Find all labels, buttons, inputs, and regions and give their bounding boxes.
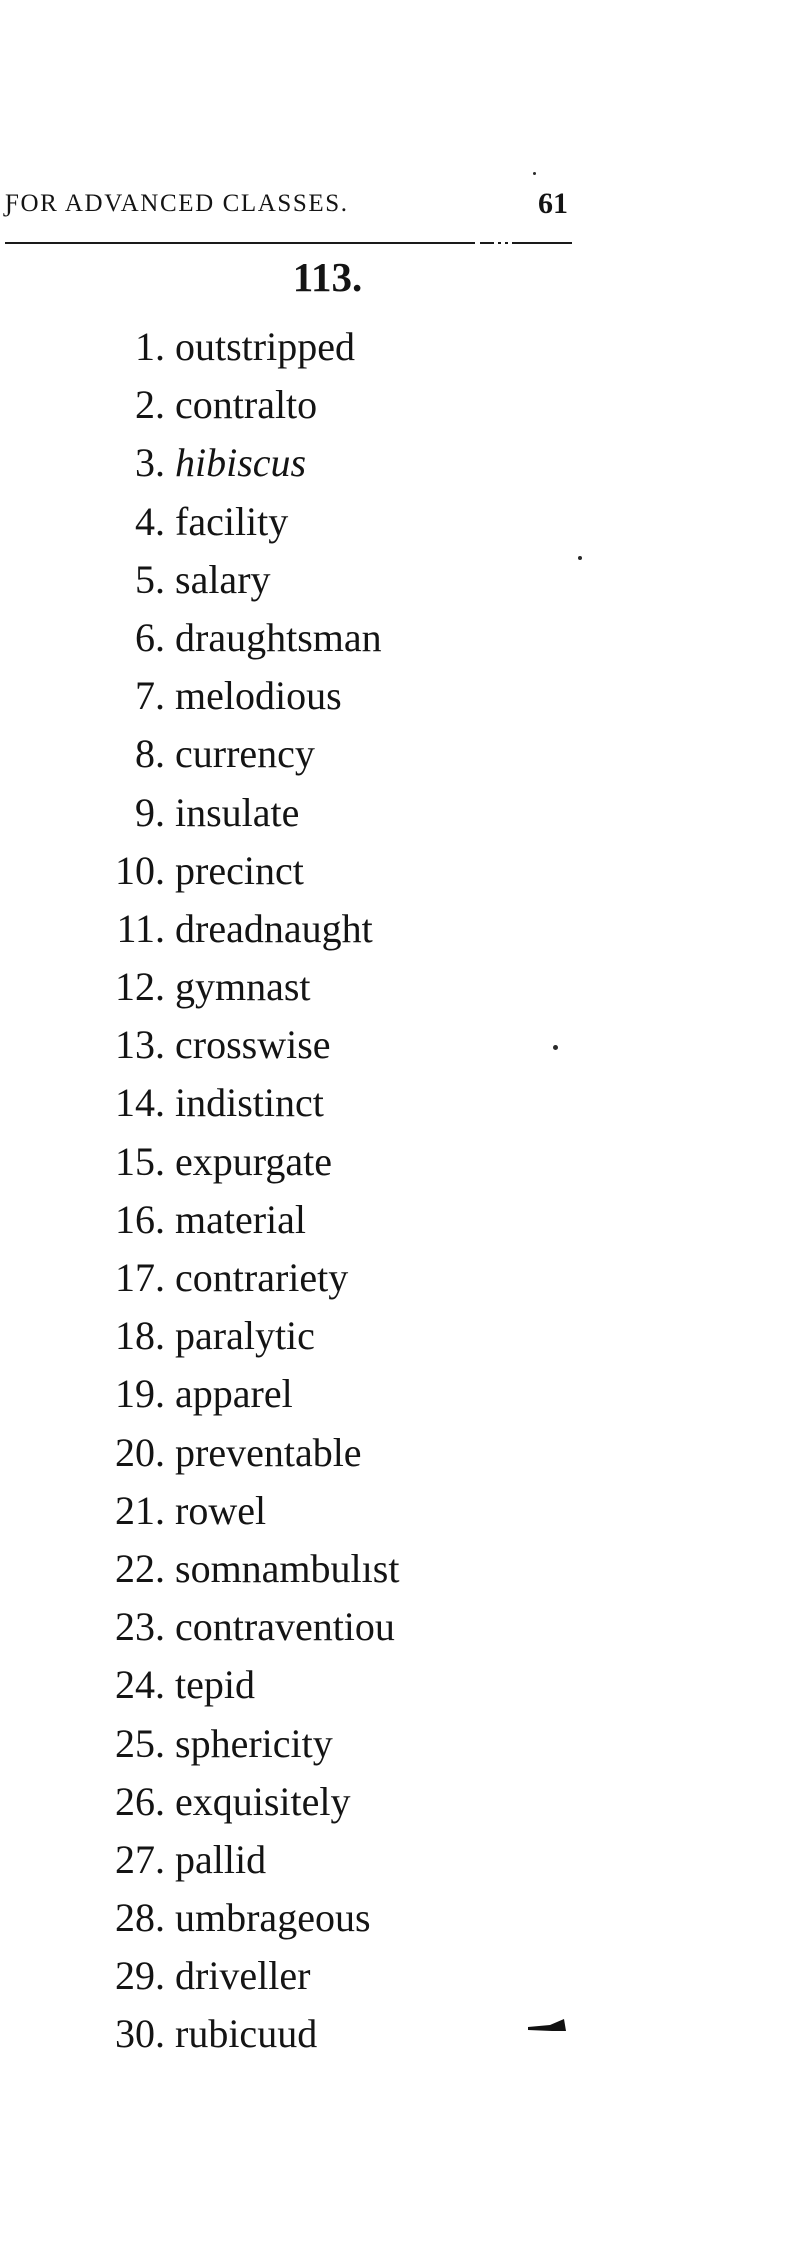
header-rule-segment — [505, 242, 508, 244]
item-word: melodious — [175, 673, 342, 719]
list-item — [0, 725, 399, 783]
list-item — [0, 1016, 399, 1074]
list-item — [0, 1598, 399, 1656]
item-number: 3. — [135, 440, 165, 486]
item-word: indistinct — [175, 1080, 324, 1126]
list-item — [0, 1074, 399, 1132]
list-item — [0, 958, 399, 1016]
item-word: dreadnaught — [175, 905, 373, 951]
item-word: apparel — [175, 1371, 293, 1417]
item-word: insulate — [175, 789, 300, 835]
header-rule — [5, 242, 475, 244]
header-rule-segment — [480, 242, 494, 244]
list-item — [0, 318, 399, 376]
list-item — [0, 1831, 399, 1889]
header-rule-segment — [498, 242, 501, 244]
item-number: 29. — [115, 1953, 165, 1999]
list-item — [0, 609, 399, 667]
list-item — [0, 1133, 399, 1191]
list-item — [0, 1947, 399, 2005]
item-number: 7. — [135, 673, 165, 719]
item-word: precinct — [175, 847, 304, 893]
list-item — [0, 667, 399, 725]
item-word: hibiscus — [175, 440, 307, 486]
header-rule-segment — [512, 242, 572, 244]
list-item — [0, 551, 399, 609]
item-word: draughtsman — [175, 614, 382, 660]
item-word: outstripped — [175, 324, 355, 369]
item-number: 6. — [135, 614, 165, 660]
ink-mark — [528, 2019, 566, 2031]
item-number: 19. — [115, 1371, 165, 1417]
item-word: rowel — [175, 1487, 267, 1533]
item-word: currency — [175, 731, 315, 777]
item-number: 12. — [115, 964, 165, 1010]
item-number: 30. — [115, 2011, 165, 2057]
item-number: 21. — [115, 1487, 165, 1533]
list-item — [0, 1307, 399, 1365]
ink-speck — [578, 556, 582, 560]
item-word: somnambulıst — [175, 1545, 400, 1591]
item-word: salary — [175, 556, 271, 602]
item-number: 15. — [115, 1138, 165, 1184]
item-number: 8. — [135, 731, 165, 777]
item-number: 18. — [115, 1313, 165, 1359]
list-item — [0, 1889, 399, 1947]
item-number: 4. — [135, 498, 165, 544]
item-number: 23. — [115, 1604, 165, 1650]
list-item — [0, 493, 399, 551]
list-item — [0, 2005, 399, 2063]
item-number: 2. — [135, 382, 165, 428]
item-word: exquisitely — [175, 1778, 351, 1824]
list-item — [0, 1773, 399, 1831]
item-number: 24. — [115, 1662, 165, 1708]
item-word: contrariety — [175, 1255, 349, 1300]
item-word: contraventiou — [175, 1604, 395, 1650]
page-number: 61 — [538, 187, 568, 220]
list-item — [0, 1482, 399, 1540]
list-item — [0, 1540, 399, 1598]
item-word: paralytic — [175, 1313, 315, 1359]
word-list — [0, 318, 399, 2064]
item-word: contralto — [175, 382, 318, 428]
item-word: expurgate — [175, 1138, 332, 1184]
item-number: 9. — [135, 789, 165, 835]
ink-speck — [533, 172, 536, 175]
list-item — [0, 1715, 399, 1773]
item-number: 26. — [115, 1778, 165, 1824]
item-word: tepid — [175, 1662, 255, 1708]
list-item — [0, 1424, 399, 1482]
item-word: gymnast — [175, 964, 311, 1010]
list-item — [0, 434, 399, 492]
item-word: crosswise — [175, 1022, 331, 1068]
item-word: material — [175, 1196, 307, 1242]
section-number: 113. — [292, 254, 363, 300]
list-item — [0, 1191, 399, 1249]
item-number: 10. — [115, 847, 165, 893]
item-number: 1. — [135, 324, 165, 369]
item-number: 17. — [115, 1255, 165, 1300]
item-number: 27. — [115, 1836, 165, 1882]
list-item — [0, 842, 399, 900]
list-item — [0, 1656, 399, 1714]
item-number: 13. — [115, 1022, 165, 1068]
item-number: 28. — [115, 1895, 165, 1941]
running-head — [5, 184, 575, 224]
item-number: 22. — [115, 1545, 165, 1591]
list-item — [0, 1365, 399, 1423]
list-item — [0, 1249, 399, 1307]
item-number: 11. — [116, 905, 165, 951]
item-word: umbrageous — [175, 1895, 371, 1941]
running-title: ƑOR ADVANCED CLASSES. — [5, 190, 349, 217]
list-item — [0, 376, 399, 434]
item-word: driveller — [175, 1953, 311, 1999]
item-number: 5. — [135, 556, 165, 602]
item-word: sphericity — [175, 1720, 333, 1766]
item-word: rubicuud — [175, 2011, 318, 2057]
item-number: 25. — [115, 1720, 165, 1766]
ink-speck — [553, 1045, 558, 1050]
list-item — [0, 784, 399, 842]
item-word: facility — [175, 498, 289, 544]
item-word: pallid — [175, 1836, 267, 1882]
list-item — [0, 900, 399, 958]
item-number: 16. — [115, 1196, 165, 1242]
item-number: 20. — [115, 1429, 165, 1475]
item-word: preventable — [175, 1429, 362, 1475]
item-number: 14. — [115, 1080, 165, 1126]
